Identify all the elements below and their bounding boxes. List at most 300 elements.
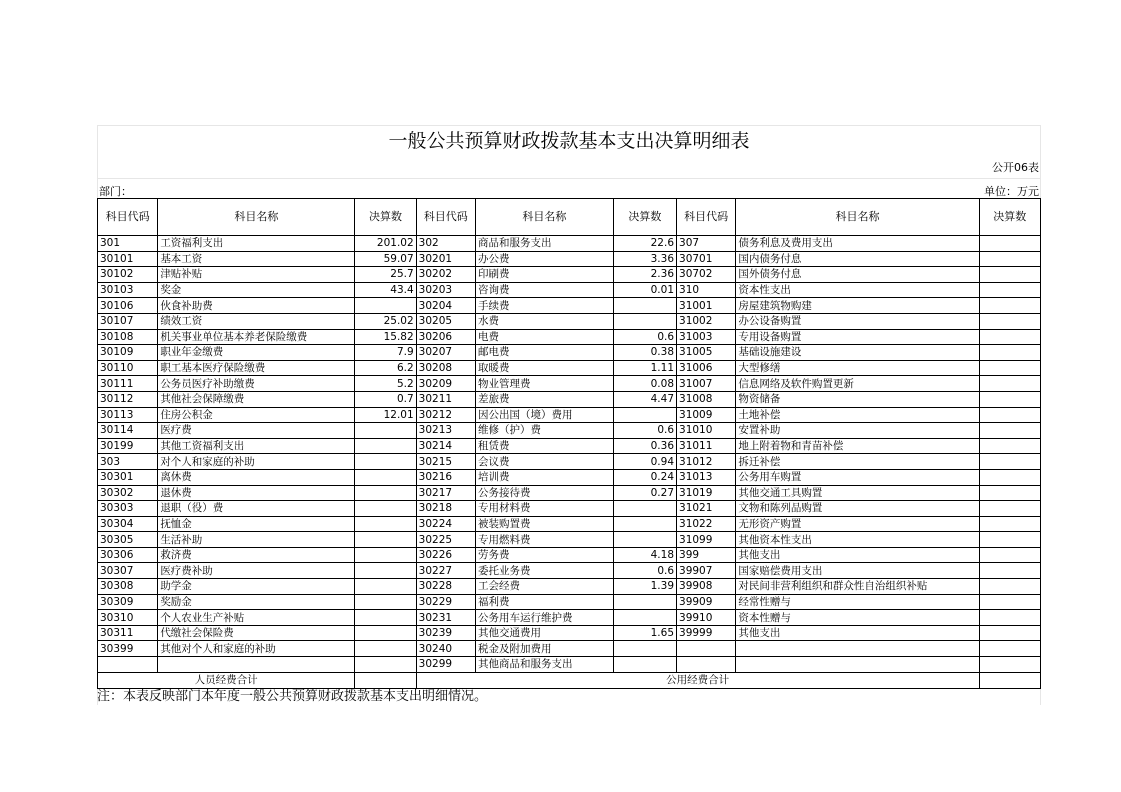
table-row — [98, 641, 1041, 657]
department-label: 部门： — [99, 185, 132, 198]
name-cell: 办公费 — [475, 251, 613, 267]
amount-cell: 0.94 — [613, 454, 676, 470]
table-row — [98, 391, 1041, 407]
name-cell: 伙食补助费 — [158, 298, 355, 314]
table-row — [98, 376, 1041, 392]
header-amount-3: 决算数 — [979, 199, 1040, 236]
amount-cell — [613, 313, 676, 329]
amount-cell — [613, 298, 676, 314]
code-cell: 30103 — [98, 282, 158, 298]
code-cell: 31011 — [677, 438, 736, 454]
name-cell: 资本性赠与 — [736, 610, 979, 626]
code-cell: 30305 — [98, 532, 158, 548]
amount-cell — [613, 657, 676, 673]
table-row — [98, 610, 1041, 626]
table-row — [98, 345, 1041, 361]
amount-cell: 43.4 — [355, 282, 416, 298]
name-cell: 公务用车运行维护费 — [475, 610, 613, 626]
name-cell: 机关事业单位基本养老保险缴费 — [158, 329, 355, 345]
amount-cell — [355, 625, 416, 641]
amount-cell — [355, 438, 416, 454]
table-header-row — [98, 199, 1041, 236]
code-cell: 30229 — [416, 594, 475, 610]
code-cell: 303 — [98, 454, 158, 470]
amount-cell — [613, 641, 676, 657]
name-cell: 其他工资福利支出 — [158, 438, 355, 454]
name-cell: 商品和服务支出 — [475, 236, 613, 252]
name-cell: 培训费 — [475, 469, 613, 485]
code-cell: 39910 — [677, 610, 736, 626]
amount-cell — [979, 657, 1040, 673]
name-cell: 水费 — [475, 313, 613, 329]
code-cell: 30202 — [416, 267, 475, 283]
table-row — [98, 563, 1041, 579]
amount-cell — [355, 547, 416, 563]
amount-cell: 7.9 — [355, 345, 416, 361]
name-cell: 抚恤金 — [158, 516, 355, 532]
name-cell: 国家赔偿费用支出 — [736, 563, 979, 579]
amount-cell — [613, 610, 676, 626]
name-cell: 其他资本性支出 — [736, 532, 979, 548]
amount-cell — [979, 251, 1040, 267]
header-name-3: 科目名称 — [736, 199, 979, 236]
form-number: 公开06表 — [992, 161, 1039, 174]
code-cell: 31013 — [677, 469, 736, 485]
amount-cell: 12.01 — [355, 407, 416, 423]
amount-cell: 0.6 — [613, 329, 676, 345]
amount-cell: 1.65 — [613, 625, 676, 641]
code-cell: 30212 — [416, 407, 475, 423]
code-cell: 31005 — [677, 345, 736, 361]
amount-cell: 0.6 — [613, 423, 676, 439]
name-cell: 专用设备购置 — [736, 329, 979, 345]
code-cell: 30306 — [98, 547, 158, 563]
amount-cell — [355, 657, 416, 673]
name-cell: 其他支出 — [736, 625, 979, 641]
name-cell: 住房公积金 — [158, 407, 355, 423]
amount-cell — [979, 236, 1040, 252]
table-row — [98, 625, 1041, 641]
name-cell: 助学金 — [158, 579, 355, 595]
header-amount-2: 决算数 — [613, 199, 676, 236]
name-cell: 专用燃料费 — [475, 532, 613, 548]
amount-cell — [355, 469, 416, 485]
name-cell: 被装购置费 — [475, 516, 613, 532]
code-cell: 30214 — [416, 438, 475, 454]
name-cell: 劳务费 — [475, 547, 613, 563]
table-row — [98, 407, 1041, 423]
name-cell: 地上附着物和青苗补偿 — [736, 438, 979, 454]
code-cell: 30108 — [98, 329, 158, 345]
amount-cell: 2.36 — [613, 267, 676, 283]
code-cell: 310 — [677, 282, 736, 298]
table-row — [98, 313, 1041, 329]
amount-cell: 0.24 — [613, 469, 676, 485]
name-cell: 退职（役）费 — [158, 501, 355, 517]
name-cell: 其他交通工具购置 — [736, 485, 979, 501]
code-cell: 31002 — [677, 313, 736, 329]
code-cell: 30110 — [98, 360, 158, 376]
amount-cell: 0.6 — [613, 563, 676, 579]
amount-cell: 201.02 — [355, 236, 416, 252]
code-cell: 31019 — [677, 485, 736, 501]
amount-cell — [613, 532, 676, 548]
name-cell: 手续费 — [475, 298, 613, 314]
name-cell: 债务利息及费用支出 — [736, 236, 979, 252]
amount-cell — [355, 641, 416, 657]
table-row — [98, 532, 1041, 548]
amount-cell: 25.02 — [355, 313, 416, 329]
name-cell: 其他商品和服务支出 — [475, 657, 613, 673]
name-cell: 取暖费 — [475, 360, 613, 376]
amount-cell: 59.07 — [355, 251, 416, 267]
table-row — [98, 594, 1041, 610]
header-amount-1: 决算数 — [355, 199, 416, 236]
name-cell: 救济费 — [158, 547, 355, 563]
name-cell: 无形资产购置 — [736, 516, 979, 532]
code-cell: 30203 — [416, 282, 475, 298]
code-cell: 31010 — [677, 423, 736, 439]
code-cell: 31022 — [677, 516, 736, 532]
header-code-1: 科目代码 — [98, 199, 158, 236]
public-total-value — [979, 672, 1040, 688]
code-cell: 30301 — [98, 469, 158, 485]
table-row — [98, 360, 1041, 376]
code-cell: 30310 — [98, 610, 158, 626]
table-row — [98, 516, 1041, 532]
amount-cell — [613, 516, 676, 532]
amount-cell — [979, 329, 1040, 345]
name-cell: 代缴社会保险费 — [158, 625, 355, 641]
amount-cell — [355, 485, 416, 501]
name-cell: 工资福利支出 — [158, 236, 355, 252]
table-row — [98, 579, 1041, 595]
header-code-2: 科目代码 — [416, 199, 475, 236]
name-cell: 委托业务费 — [475, 563, 613, 579]
code-cell: 30299 — [416, 657, 475, 673]
table-row — [98, 298, 1041, 314]
footnote: 注：本表反映部门本年度一般公共预算财政拨款基本支出明细情况。 — [97, 689, 488, 704]
amount-cell — [979, 313, 1040, 329]
amount-cell: 0.08 — [613, 376, 676, 392]
name-cell: 职业年金缴费 — [158, 345, 355, 361]
unit-label: 单位：万元 — [984, 185, 1039, 198]
amount-cell — [613, 501, 676, 517]
amount-cell: 4.18 — [613, 547, 676, 563]
name-cell: 税金及附加费用 — [475, 641, 613, 657]
code-cell: 30302 — [98, 485, 158, 501]
code-cell: 30112 — [98, 391, 158, 407]
name-cell: 大型修缮 — [736, 360, 979, 376]
code-cell: 30199 — [98, 438, 158, 454]
code-cell: 31003 — [677, 329, 736, 345]
name-cell: 福利费 — [475, 594, 613, 610]
code-cell: 30217 — [416, 485, 475, 501]
amount-cell: 0.7 — [355, 391, 416, 407]
table-row — [98, 485, 1041, 501]
code-cell — [677, 657, 736, 673]
code-cell: 30218 — [416, 501, 475, 517]
code-cell: 30114 — [98, 423, 158, 439]
amount-cell — [979, 485, 1040, 501]
amount-cell — [355, 563, 416, 579]
table-row — [98, 236, 1041, 252]
code-cell: 39909 — [677, 594, 736, 610]
code-cell: 30311 — [98, 625, 158, 641]
code-cell: 30208 — [416, 360, 475, 376]
name-cell — [736, 641, 979, 657]
code-cell: 30309 — [98, 594, 158, 610]
amount-cell — [355, 423, 416, 439]
name-cell: 其他支出 — [736, 547, 979, 563]
code-cell: 30101 — [98, 251, 158, 267]
amount-cell — [979, 594, 1040, 610]
code-cell: 30107 — [98, 313, 158, 329]
table-row — [98, 438, 1041, 454]
amount-cell: 3.36 — [613, 251, 676, 267]
amount-cell — [979, 469, 1040, 485]
code-cell: 30239 — [416, 625, 475, 641]
code-cell: 301 — [98, 236, 158, 252]
code-cell: 30226 — [416, 547, 475, 563]
amount-cell — [355, 516, 416, 532]
name-cell: 文物和陈列品购置 — [736, 501, 979, 517]
name-cell: 拆迁补偿 — [736, 454, 979, 470]
name-cell: 津贴补贴 — [158, 267, 355, 283]
amount-cell: 1.11 — [613, 360, 676, 376]
name-cell: 物业管理费 — [475, 376, 613, 392]
amount-cell — [355, 610, 416, 626]
name-cell: 公务接待费 — [475, 485, 613, 501]
amount-cell — [355, 594, 416, 610]
name-cell: 会议费 — [475, 454, 613, 470]
name-cell: 印刷费 — [475, 267, 613, 283]
amount-cell — [613, 407, 676, 423]
header-name-1: 科目名称 — [158, 199, 355, 236]
code-cell: 30213 — [416, 423, 475, 439]
name-cell: 基本工资 — [158, 251, 355, 267]
code-cell: 30207 — [416, 345, 475, 361]
code-cell: 30106 — [98, 298, 158, 314]
code-cell: 39999 — [677, 625, 736, 641]
code-cell: 31006 — [677, 360, 736, 376]
name-cell: 其他社会保障缴费 — [158, 391, 355, 407]
table-row — [98, 547, 1041, 563]
table-row — [98, 454, 1041, 470]
name-cell: 其他交通费用 — [475, 625, 613, 641]
name-cell: 绩效工资 — [158, 313, 355, 329]
name-cell: 离休费 — [158, 469, 355, 485]
amount-cell — [979, 579, 1040, 595]
name-cell: 个人农业生产补贴 — [158, 610, 355, 626]
name-cell: 信息网络及软件购置更新 — [736, 376, 979, 392]
name-cell: 医疗费补助 — [158, 563, 355, 579]
code-cell: 30702 — [677, 267, 736, 283]
name-cell: 基础设施建设 — [736, 345, 979, 361]
code-cell: 30102 — [98, 267, 158, 283]
amount-cell: 1.39 — [613, 579, 676, 595]
amount-cell — [355, 532, 416, 548]
amount-cell — [979, 454, 1040, 470]
table-row — [98, 423, 1041, 439]
code-cell: 39908 — [677, 579, 736, 595]
code-cell: 30206 — [416, 329, 475, 345]
name-cell: 工会经费 — [475, 579, 613, 595]
name-cell: 电费 — [475, 329, 613, 345]
amount-cell: 22.6 — [613, 236, 676, 252]
name-cell: 经常性赠与 — [736, 594, 979, 610]
name-cell: 对民间非营利组织和群众性自治组织补贴 — [736, 579, 979, 595]
code-cell: 39907 — [677, 563, 736, 579]
code-cell: 30205 — [416, 313, 475, 329]
table-row — [98, 469, 1041, 485]
code-cell: 30303 — [98, 501, 158, 517]
amount-cell — [613, 594, 676, 610]
name-cell — [736, 657, 979, 673]
name-cell: 生活补助 — [158, 532, 355, 548]
code-cell: 30111 — [98, 376, 158, 392]
name-cell: 奖金 — [158, 282, 355, 298]
header-guide-line — [97, 178, 1041, 179]
name-cell: 国外债务付息 — [736, 267, 979, 283]
amount-cell — [979, 298, 1040, 314]
amount-cell — [355, 298, 416, 314]
name-cell: 职工基本医疗保险缴费 — [158, 360, 355, 376]
code-cell: 30701 — [677, 251, 736, 267]
code-cell: 30216 — [416, 469, 475, 485]
amount-cell: 0.01 — [613, 282, 676, 298]
name-cell: 邮电费 — [475, 345, 613, 361]
code-cell: 30227 — [416, 563, 475, 579]
name-cell: 办公设备购置 — [736, 313, 979, 329]
table-row — [98, 501, 1041, 517]
name-cell: 安置补助 — [736, 423, 979, 439]
code-cell: 30240 — [416, 641, 475, 657]
name-cell: 公务用车购置 — [736, 469, 979, 485]
header-code-3: 科目代码 — [677, 199, 736, 236]
amount-cell — [979, 407, 1040, 423]
amount-cell — [979, 532, 1040, 548]
amount-cell — [979, 438, 1040, 454]
name-cell: 房屋建筑物购建 — [736, 298, 979, 314]
name-cell: 其他对个人和家庭的补助 — [158, 641, 355, 657]
code-cell: 31009 — [677, 407, 736, 423]
amount-cell: 25.7 — [355, 267, 416, 283]
amount-cell — [979, 641, 1040, 657]
name-cell: 国内债务付息 — [736, 251, 979, 267]
code-cell: 31099 — [677, 532, 736, 548]
amount-cell — [979, 391, 1040, 407]
name-cell: 公务员医疗补助缴费 — [158, 376, 355, 392]
amount-cell: 6.2 — [355, 360, 416, 376]
amount-cell: 5.2 — [355, 376, 416, 392]
name-cell: 差旅费 — [475, 391, 613, 407]
amount-cell — [979, 423, 1040, 439]
report-sheet — [97, 125, 1041, 705]
code-cell: 30109 — [98, 345, 158, 361]
code-cell: 30204 — [416, 298, 475, 314]
header-name-2: 科目名称 — [475, 199, 613, 236]
code-cell: 30228 — [416, 579, 475, 595]
code-cell: 30308 — [98, 579, 158, 595]
table-row — [98, 251, 1041, 267]
table-row — [98, 657, 1041, 673]
code-cell: 30201 — [416, 251, 475, 267]
code-cell: 30304 — [98, 516, 158, 532]
code-cell: 31001 — [677, 298, 736, 314]
name-cell: 资本性支出 — [736, 282, 979, 298]
personnel-total-label: 人员经费合计 — [98, 672, 355, 688]
amount-cell — [979, 625, 1040, 641]
amount-cell: 0.27 — [613, 485, 676, 501]
code-cell: 307 — [677, 236, 736, 252]
code-cell: 31021 — [677, 501, 736, 517]
expenditure-table — [97, 198, 1041, 689]
name-cell: 土地补偿 — [736, 407, 979, 423]
name-cell: 维修（护）费 — [475, 423, 613, 439]
code-cell: 31012 — [677, 454, 736, 470]
code-cell: 30399 — [98, 641, 158, 657]
amount-cell — [979, 360, 1040, 376]
amount-cell — [979, 547, 1040, 563]
code-cell: 30209 — [416, 376, 475, 392]
code-cell: 30224 — [416, 516, 475, 532]
code-cell: 30231 — [416, 610, 475, 626]
report-title: 一般公共预算财政拨款基本支出决算明细表 — [97, 125, 1041, 156]
table-row — [98, 267, 1041, 283]
name-cell: 咨询费 — [475, 282, 613, 298]
table-row — [98, 329, 1041, 345]
name-cell: 退休费 — [158, 485, 355, 501]
amount-cell: 15.82 — [355, 329, 416, 345]
amount-cell: 0.36 — [613, 438, 676, 454]
code-cell — [98, 657, 158, 673]
name-cell: 物资储备 — [736, 391, 979, 407]
name-cell: 因公出国（境）费用 — [475, 407, 613, 423]
code-cell: 31008 — [677, 391, 736, 407]
amount-cell — [979, 610, 1040, 626]
amount-cell — [979, 282, 1040, 298]
code-cell: 399 — [677, 547, 736, 563]
code-cell: 30225 — [416, 532, 475, 548]
name-cell: 医疗费 — [158, 423, 355, 439]
name-cell — [158, 657, 355, 673]
amount-cell — [979, 501, 1040, 517]
code-cell — [677, 641, 736, 657]
code-cell: 30211 — [416, 391, 475, 407]
amount-cell — [355, 501, 416, 517]
amount-cell — [979, 563, 1040, 579]
code-cell: 30215 — [416, 454, 475, 470]
name-cell: 对个人和家庭的补助 — [158, 454, 355, 470]
amount-cell — [979, 345, 1040, 361]
name-cell: 奖励金 — [158, 594, 355, 610]
amount-cell: 4.47 — [613, 391, 676, 407]
code-cell: 30113 — [98, 407, 158, 423]
amount-cell — [979, 376, 1040, 392]
code-cell: 30307 — [98, 563, 158, 579]
amount-cell — [355, 579, 416, 595]
code-cell: 31007 — [677, 376, 736, 392]
amount-cell — [979, 267, 1040, 283]
amount-cell — [355, 454, 416, 470]
public-total-label: 公用经费合计 — [416, 672, 979, 688]
code-cell: 302 — [416, 236, 475, 252]
table-body — [98, 236, 1041, 673]
table-row — [98, 282, 1041, 298]
amount-cell: 0.38 — [613, 345, 676, 361]
name-cell: 租赁费 — [475, 438, 613, 454]
